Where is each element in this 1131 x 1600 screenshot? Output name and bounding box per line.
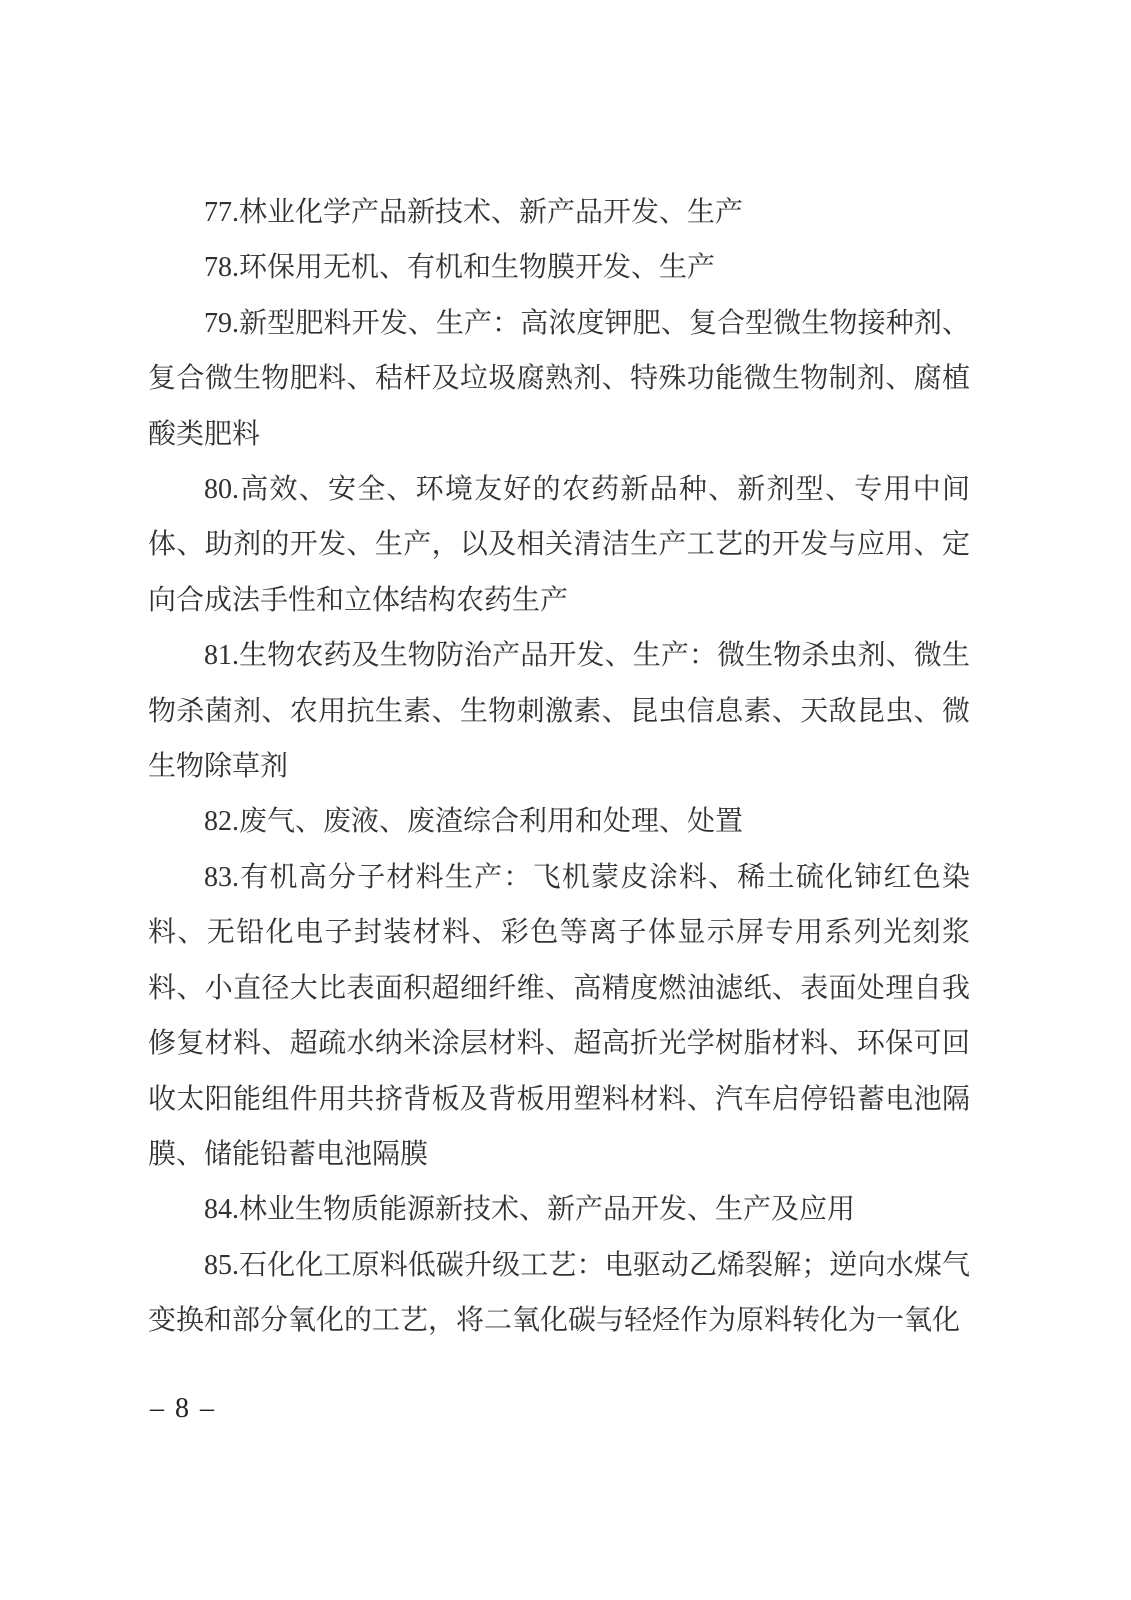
item-text: 石化化工原料低碳升级工艺：电驱动乙烯裂解；逆向水煤气变换和部分氧化的工艺，将二氧化碳与轻烃作为原料转化为一氧化: [148, 1249, 970, 1337]
list-item-81: [148, 628, 970, 794]
list-item-77: [148, 185, 970, 240]
item-text: 环保用无机、有机和生物膜开发、生产: [239, 252, 716, 284]
item-text: 废气、废液、废渣综合利用和处理、处置: [239, 806, 744, 838]
item-text: 有机高分子材料生产：飞机蒙皮涂料、稀土硫化铈红色染料、无铅化电子封装材料、彩色等离子体显示屏专用系列光刻浆料、小直径大比表面积超细纤维、高精度燃油滤纸、表面处理自我修复材料、超疏水纳米涂层材料、超高折光学树脂材料、环保可回收太阳能组件用共挤背板及背板用塑料材料、汽车启停铅蓄电池隔膜、储能铅蓄电池隔膜: [148, 861, 970, 1170]
item-number: 83.: [204, 861, 239, 893]
item-text: 高效、安全、环境友好的农药新品种、新剂型、专用中间体、助剂的开发、生产，以及相关清洁生产工艺的开发与应用、定向合成法手性和立体结构农药生产: [148, 474, 970, 616]
item-number: 78.: [204, 252, 239, 284]
list-item-84: [148, 1182, 970, 1237]
item-number: 84.: [204, 1194, 239, 1226]
item-number: 79.: [204, 307, 239, 339]
document-body: [148, 185, 970, 1349]
item-text: 生物农药及生物防治产品开发、生产：微生物杀虫剂、微生物杀菌剂、农用抗生素、生物刺激素、昆虫信息素、天敌昆虫、微生物除草剂: [148, 640, 970, 783]
item-text: 林业化学产品新技术、新产品开发、生产: [239, 197, 744, 228]
item-number: 77.: [204, 197, 239, 228]
list-item-78: [148, 240, 970, 295]
item-number: 81.: [204, 640, 239, 672]
list-item-82: [148, 794, 970, 849]
item-number: 80.: [204, 474, 239, 506]
item-number: 82.: [204, 806, 239, 838]
list-item-83: [148, 850, 970, 1182]
list-item-79: [148, 296, 970, 462]
list-item-85: [148, 1238, 970, 1349]
item-text: 新型肥料开发、生产：高浓度钾肥、复合型微生物接种剂、复合微生物肥料、秸杆及垃圾腐熟剂、特殊功能微生物制剂、腐植酸类肥料: [148, 307, 970, 450]
page-number: – 8 –: [150, 1393, 216, 1424]
item-text: 林业生物质能源新技术、新产品开发、生产及应用: [239, 1194, 856, 1226]
item-number: 85.: [204, 1249, 239, 1281]
list-item-80: [148, 462, 970, 628]
